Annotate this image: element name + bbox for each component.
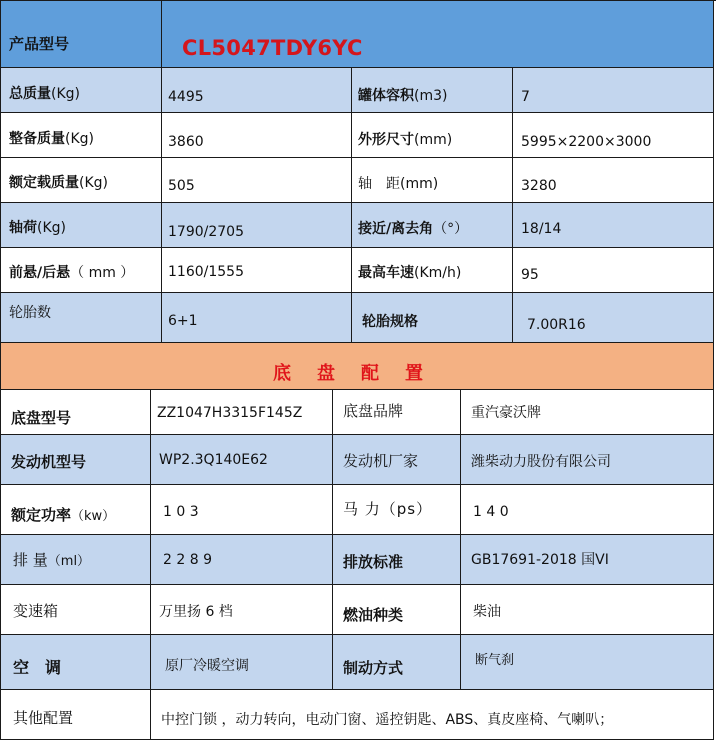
chassis-section-title: 底盘配置 (273, 363, 449, 384)
overhang-label-cell (1, 248, 162, 293)
emission-label: 排放标准 (343, 553, 404, 571)
product-model-label: 产品型号 (9, 35, 70, 53)
wheelbase-value: 3280 (521, 178, 557, 194)
chassis-brand-value-cell (461, 390, 714, 435)
other-config-label-cell (1, 690, 151, 740)
product-model-label-cell (1, 1, 162, 68)
overhang-label: 前悬/后悬（ mm ） (9, 265, 135, 281)
wheelbase-value-cell (513, 158, 714, 203)
overhang-value-cell (162, 248, 352, 293)
tank-volume-label-cell (352, 68, 513, 113)
tire-spec-label: 轮胎规格 (362, 314, 418, 330)
tank-volume-value-cell (513, 68, 714, 113)
curb-mass-label: 整备质量(Kg) (9, 131, 94, 147)
dimensions-label: 外形尺寸(mm) (358, 132, 453, 148)
gearbox-value: 万里扬 6 档 (159, 604, 233, 620)
engine-model-value: WP2.3Q140E62 (159, 452, 268, 468)
other-config-value-cell (151, 690, 714, 740)
max-speed-value: 95 (521, 267, 539, 283)
total-mass-value: 4495 (168, 89, 204, 105)
power-value-cell (151, 485, 333, 535)
other-config-label: 其他配置 (13, 709, 74, 727)
ac-label-cell (1, 635, 151, 690)
chassis-model-value: ZZ1047H3315F145Z (157, 405, 303, 421)
curb-mass-label-cell (1, 113, 162, 158)
engine-maker-label: 发动机厂家 (343, 452, 419, 470)
wheelbase-label: 轴 距(mm) (358, 176, 439, 192)
engine-maker-value: 潍柴动力股份有限公司 (471, 454, 611, 470)
ac-value: 原厂冷暖空调 (165, 658, 249, 674)
max-speed-label-cell (352, 248, 513, 293)
rated-load-label: 额定载质量(Kg) (9, 175, 108, 191)
power-label-cell (1, 485, 151, 535)
displacement-label-cell (1, 535, 151, 585)
max-speed-value-cell (513, 248, 714, 293)
fuel-label: 燃油种类 (343, 606, 404, 624)
curb-mass-value: 3860 (168, 134, 204, 150)
approach-angle-value: 18/14 (521, 221, 562, 237)
product-model-value: CL5047TDY6YC (182, 36, 363, 60)
tire-count-label: 轮胎数 (9, 305, 51, 321)
fuel-value-cell (461, 585, 714, 635)
displacement-value-cell (151, 535, 333, 585)
emission-value: GB17691-2018 国VI (471, 552, 609, 568)
chassis-model-value-cell (151, 390, 333, 435)
engine-model-value-cell (151, 435, 333, 485)
chassis-model-label: 底盘型号 (11, 409, 72, 427)
gearbox-label: 变速箱 (13, 602, 59, 620)
axle-load-value: 1790/2705 (168, 224, 244, 240)
rated-load-value-cell (162, 158, 352, 203)
rated-load-label-cell (1, 158, 162, 203)
tire-count-label-cell (1, 293, 162, 343)
power-value: 1 0 3 (163, 504, 199, 520)
total-mass-label-cell (1, 68, 162, 113)
tank-volume-value: 7 (521, 89, 530, 105)
tire-spec-label-cell (352, 293, 513, 343)
fuel-value: 柴油 (473, 604, 501, 620)
chassis-brand-value: 重汽豪沃牌 (471, 405, 541, 421)
brake-value: 断气刹 (475, 653, 515, 668)
total-mass-label: 总质量(Kg) (9, 86, 80, 102)
tire-count-value: 6+1 (168, 313, 198, 329)
approach-angle-label: 接近/离去角（°） (358, 221, 469, 237)
brake-label-cell (333, 635, 461, 690)
horsepower-label-cell (333, 485, 461, 535)
ac-label: 空 调 (13, 658, 62, 677)
other-config-value: 中控门锁 ，动力转向，电动门窗、遥控钥匙、ABS、真皮座椅、气喇叭； (161, 712, 614, 728)
engine-maker-value-cell (461, 435, 714, 485)
gearbox-label-cell (1, 585, 151, 635)
product-model-value-cell (162, 1, 714, 68)
dimensions-label-cell (352, 113, 513, 158)
emission-value-cell (461, 535, 714, 585)
ac-value-cell (151, 635, 333, 690)
chassis-model-label-cell (1, 390, 151, 435)
axle-load-label: 轴荷(Kg) (9, 220, 66, 236)
tire-spec-value: 7.00R16 (527, 317, 586, 333)
engine-model-label-cell (1, 435, 151, 485)
power-label: 额定功率（kw） (11, 506, 116, 524)
tire-spec-value-cell (513, 293, 714, 343)
axle-load-label-cell (1, 203, 162, 248)
chassis-brand-label: 底盘品牌 (343, 402, 404, 420)
approach-angle-label-cell (352, 203, 513, 248)
horsepower-value-cell (461, 485, 714, 535)
rated-load-value: 505 (168, 178, 195, 194)
horsepower-value: 1 4 0 (473, 504, 509, 520)
dimensions-value: 5995×2200×3000 (521, 134, 652, 150)
fuel-label-cell (333, 585, 461, 635)
emission-label-cell (333, 535, 461, 585)
axle-load-value-cell (162, 203, 352, 248)
dimensions-value-cell (513, 113, 714, 158)
tank-volume-label: 罐体容积(m3) (358, 88, 448, 104)
chassis-brand-label-cell (333, 390, 461, 435)
curb-mass-value-cell (162, 113, 352, 158)
wheelbase-label-cell (352, 158, 513, 203)
brake-label: 制动方式 (343, 659, 404, 677)
approach-angle-value-cell (513, 203, 714, 248)
displacement-value: 2 2 8 9 (163, 552, 212, 568)
tire-count-value-cell (162, 293, 352, 343)
brake-value-cell (461, 635, 714, 690)
max-speed-label: 最高车速(Km/h) (358, 265, 462, 281)
total-mass-value-cell (162, 68, 352, 113)
overhang-value: 1160/1555 (168, 264, 244, 280)
horsepower-label: 马 力（ps） (343, 500, 433, 518)
displacement-label: 排 量（ml） (13, 551, 91, 569)
engine-model-label: 发动机型号 (11, 453, 87, 471)
chassis-section-header (1, 343, 714, 390)
gearbox-value-cell (151, 585, 333, 635)
engine-maker-label-cell (333, 435, 461, 485)
